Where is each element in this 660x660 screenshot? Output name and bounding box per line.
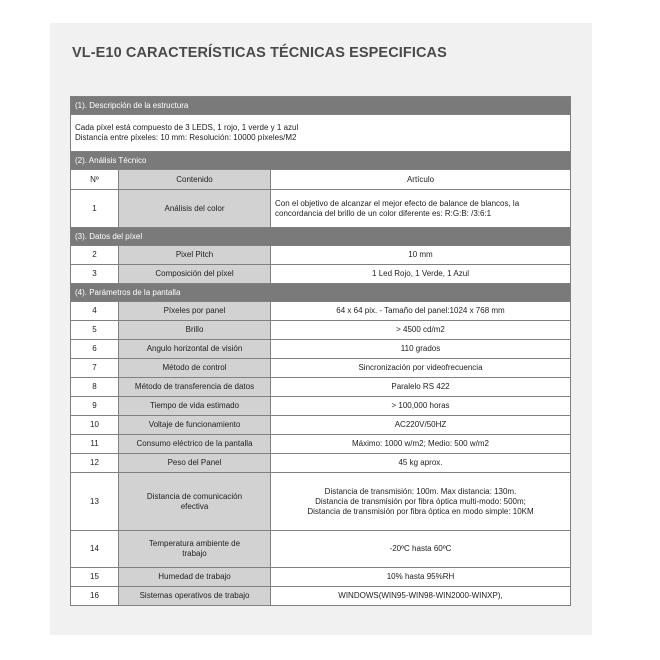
row-value: > 4500 cd/m2 [271,321,571,340]
table-row [71,435,571,454]
table-row [71,531,571,568]
row-value: -20ºC hasta 60ºC [271,531,571,568]
row-value [271,190,571,228]
table-row [71,378,571,397]
spec-sheet [50,23,592,635]
structure-description [71,115,571,152]
description-line: Distancia entre píxeles: 10 mm: Resolución: 10000 píxeles/M2 [75,133,297,142]
row-number: 14 [71,531,119,568]
page-title: VL-E10 CARACTERÍSTICAS TÉCNICAS ESPECIFICAS [72,45,447,61]
row-value: WINDOWS(WIN95-WIN98-WIN2000-WINXP), [271,587,571,606]
row-value: Máximo: 1000 w/m2; Medio: 500 w/m2 [271,435,571,454]
row-number: 9 [71,397,119,416]
row-content: Voltaje de funcionamiento [119,416,271,435]
value-line: Distancia de transmisión: 100m. Max distancia: 130m. [324,486,517,496]
row-content: Angulo horizontal de visión [119,340,271,359]
value-line: Distancia de transmisión por fibra óptica en modo simple: 10KM [307,506,534,516]
table-row [71,473,571,531]
table-row [71,246,571,265]
row-content: Tiempo de vida estimado [119,397,271,416]
row-value: 10 mm [271,246,571,265]
row-content: Pixel Pitch [119,246,271,265]
row-content: Píxeles por panel [119,302,271,321]
row-number: 8 [71,378,119,397]
row-content: Método de transferencia de datos [119,378,271,397]
column-header-content: Contenido [119,170,271,190]
table-row [71,416,571,435]
table-row [71,359,571,378]
row-content: Peso del Panel [119,454,271,473]
row-content [119,473,271,531]
description-row [71,115,571,152]
row-number: 11 [71,435,119,454]
table-row [71,302,571,321]
section-title: (4). Parámetros de la pantalla [71,284,571,302]
row-number: 3 [71,265,119,284]
row-content: Brillo [119,321,271,340]
row-number: 13 [71,473,119,531]
row-value [271,473,571,531]
row-content [119,531,271,568]
value-line: Con el objetivo de alcanzar el mejor efecto de balance de blancos, la [275,198,520,208]
section-title: (3). Datos del píxel [71,228,571,246]
row-content: Humedad de trabajo [119,568,271,587]
value-line: Distancia de transmisión por fibra óptica multi-modo: 500m; [315,496,526,506]
row-number: 1 [71,190,119,228]
row-number: 15 [71,568,119,587]
row-number: 12 [71,454,119,473]
section-header [71,228,571,246]
column-header-row [71,170,571,190]
row-value: 10% hasta 95%RH [271,568,571,587]
row-number: 2 [71,246,119,265]
table-row [71,587,571,606]
column-header-article: Artículo [271,170,571,190]
row-value: > 100,000 horas [271,397,571,416]
row-value: 64 x 64 pix. - Tamaño del panel:1024 x 768 mm [271,302,571,321]
row-value: 110 grados [271,340,571,359]
row-content: Método de control [119,359,271,378]
section-header [71,152,571,170]
value-line: concordancia del brillo de un color diferente es: R:G:B: /3:6:1 [275,208,492,218]
spec-table [70,96,571,606]
row-number: 5 [71,321,119,340]
row-value: 1 Led Rojo, 1 Verde, 1 Azul [271,265,571,284]
description-line: Cada píxel está compuesto de 3 LEDS, 1 rojo, 1 verde y 1 azul [75,123,299,132]
table-row [71,397,571,416]
row-content: Sistemas operativos de trabajo [119,587,271,606]
row-value: AC220V/50HZ [271,416,571,435]
row-value: Paralelo RS 422 [271,378,571,397]
row-content: Composición del píxel [119,265,271,284]
content-line: trabajo [182,549,207,558]
table-row [71,340,571,359]
content-line: Distancia de comunicación [146,491,243,501]
row-number: 4 [71,302,119,321]
row-number: 7 [71,359,119,378]
content-line: efectiva [180,501,209,511]
row-number: 6 [71,340,119,359]
section-title: (1). Descripción de la estructura [71,97,571,115]
section-title: (2). Análisis Técnico [71,152,571,170]
content-line: Temperatura ambiente de [148,539,241,548]
column-header-no: Nº [71,170,119,190]
row-content: Análisis del color [119,190,271,228]
section-header [71,284,571,302]
table-row [71,190,571,228]
row-number: 10 [71,416,119,435]
table-row [71,321,571,340]
table-row [71,454,571,473]
row-value: 45 kg aprox. [271,454,571,473]
section-header [71,97,571,115]
row-content: Consumo eléctrico de la pantalla [119,435,271,454]
table-row [71,265,571,284]
table-row [71,568,571,587]
row-value: Sincronización por videofrecuencia [271,359,571,378]
row-number: 16 [71,587,119,606]
